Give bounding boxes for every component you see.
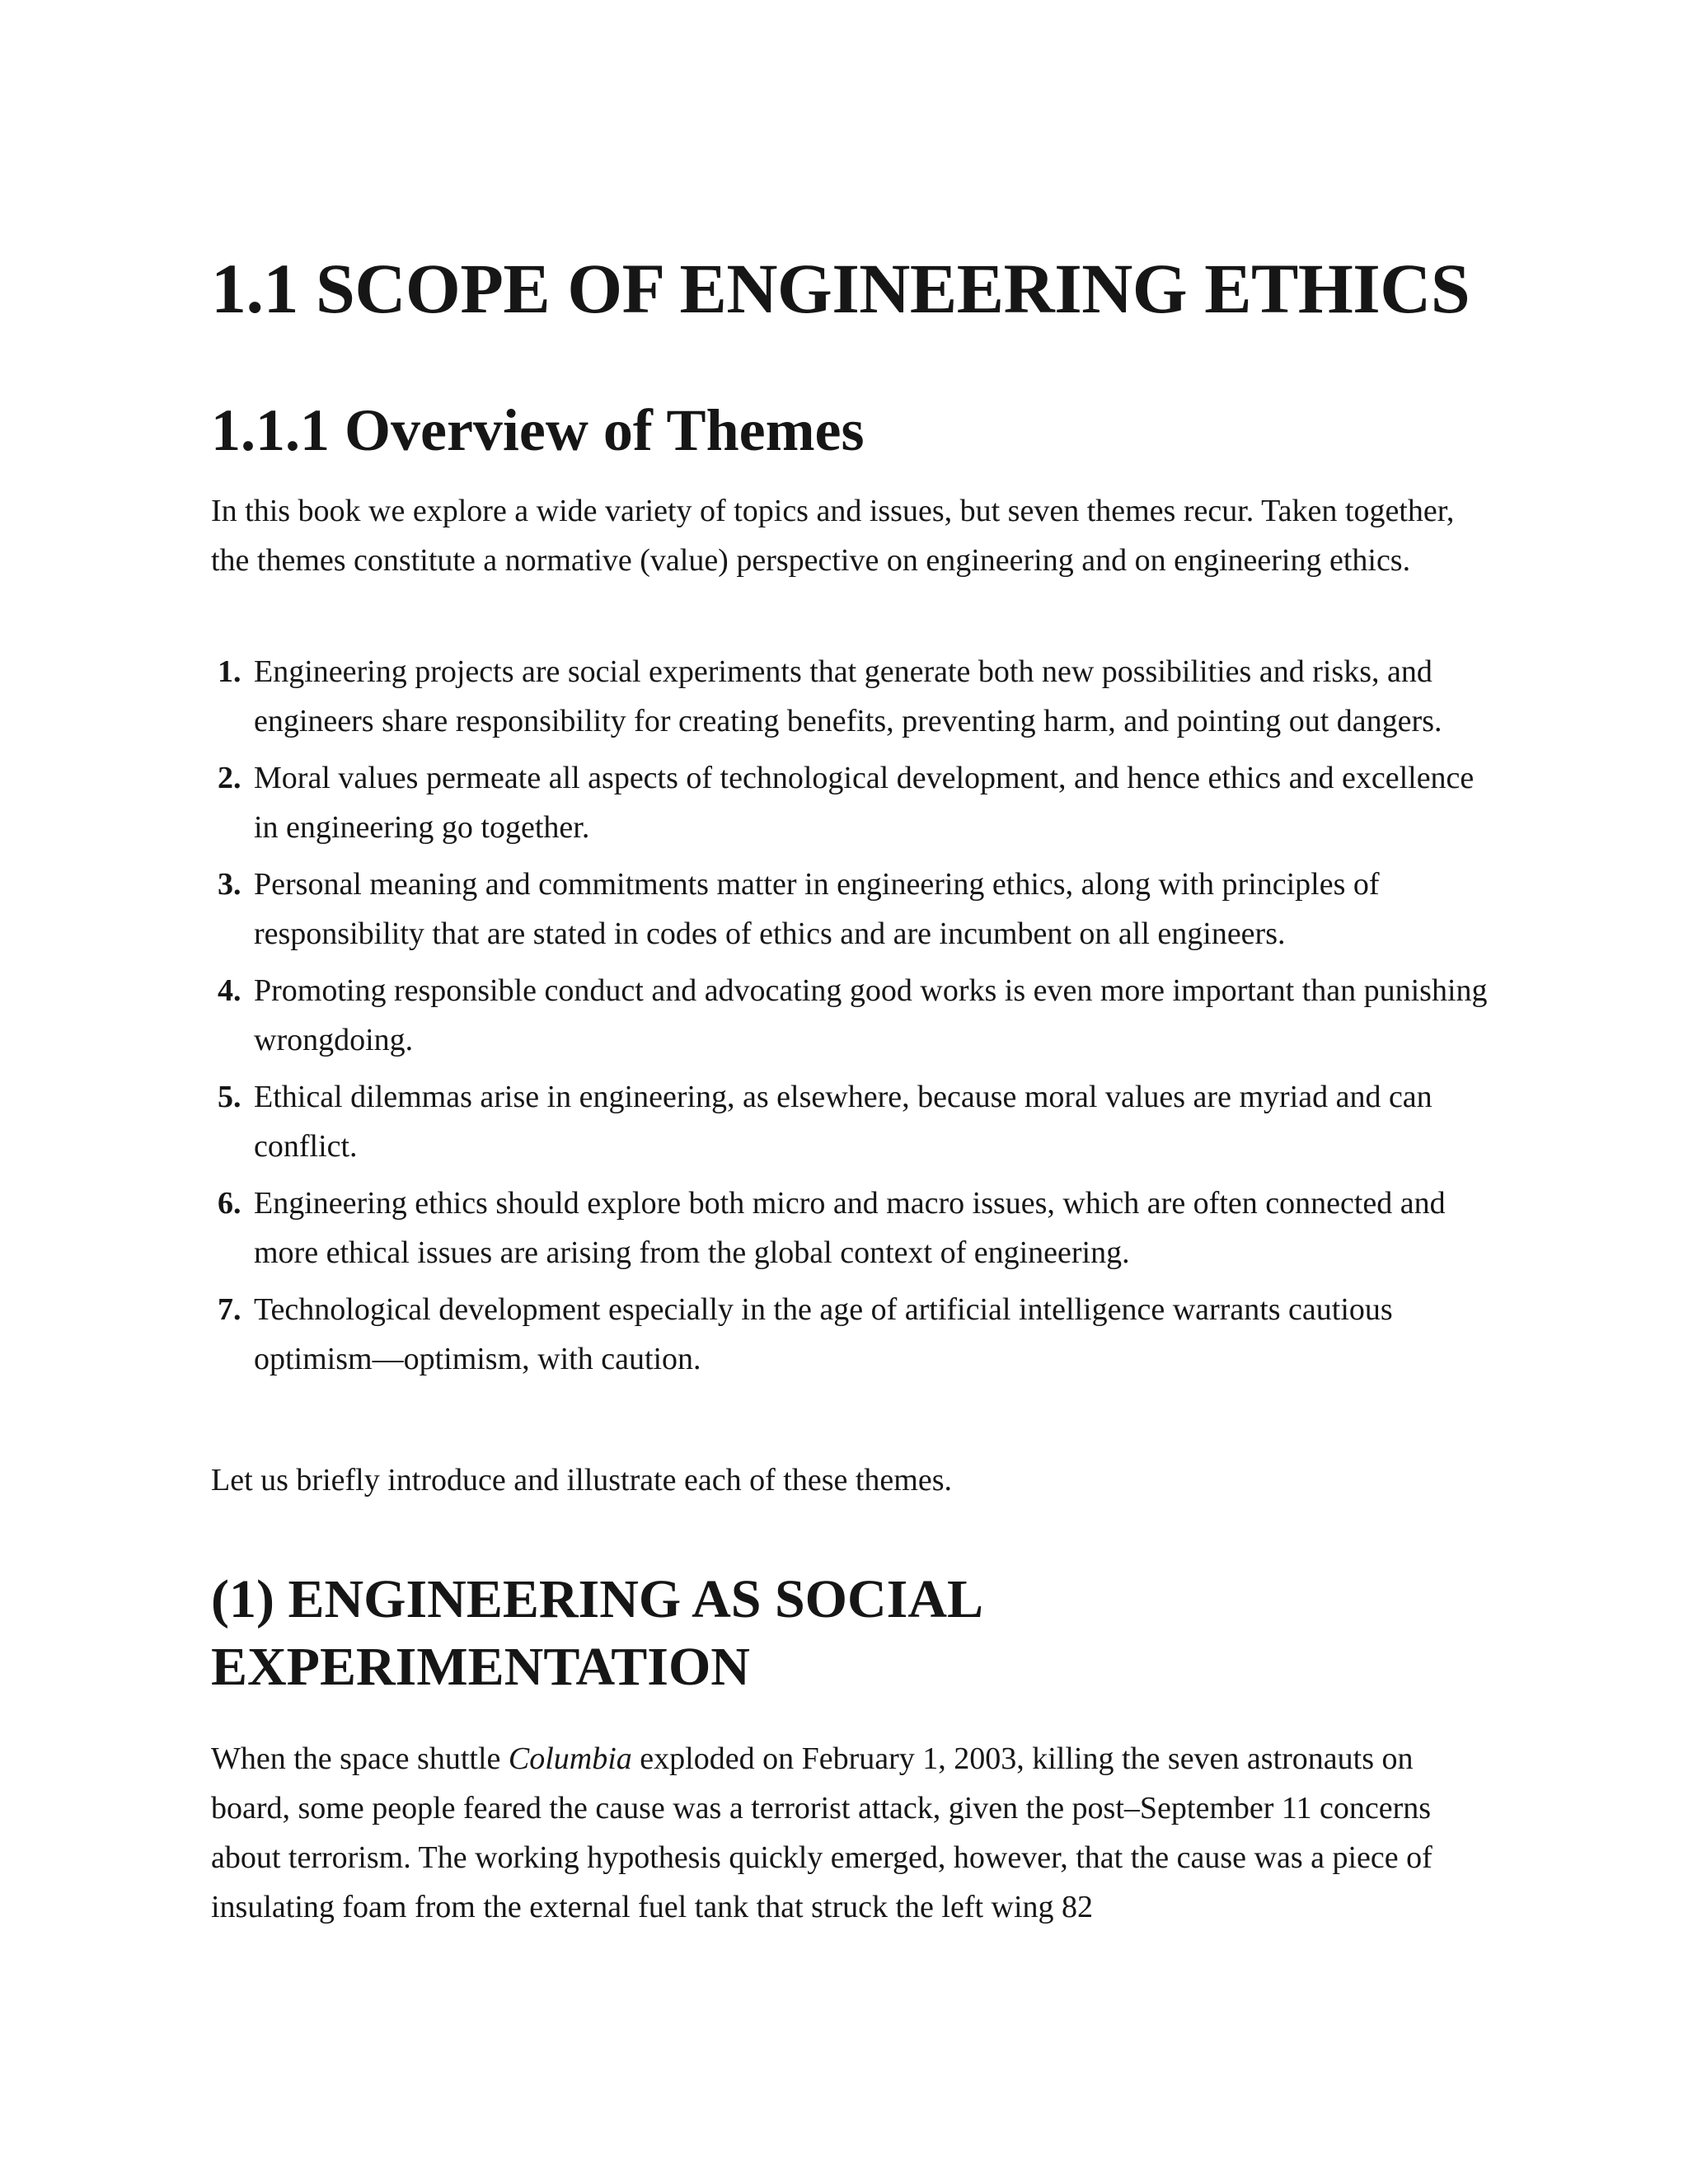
theme-number: 7.: [218, 1292, 241, 1327]
paragraph-text-before: When the space shuttle: [211, 1741, 509, 1776]
theme-number: 4.: [218, 973, 241, 1008]
columbia-paragraph: [211, 1734, 1497, 1932]
theme-number: 1.: [218, 654, 241, 689]
theme-item: [211, 647, 1497, 746]
theme-text: Technological development especially in the age of artificial intelligence warrants cautious optimism—optimism, with caution.: [254, 1292, 1393, 1376]
theme-item: [211, 753, 1497, 852]
theme-number: 5.: [218, 1080, 241, 1114]
theme-text: Moral values permeate all aspects of technological development, and hence ethics and excellence in engineering go together.: [254, 761, 1475, 845]
theme-number: 3.: [218, 867, 241, 902]
theme-text: Engineering projects are social experiments that generate both new possibilities and risks, and engineers share responsibility for creating benefits, preventing harm, and pointing out dangers.: [254, 654, 1442, 738]
theme-text: Personal meaning and commitments matter in engineering ethics, along with principles of responsibility that are stated in codes of ethics and are incumbent on all engineers.: [254, 867, 1380, 951]
paragraph-text-after: exploded on February 1, 2003, killing the seven astronauts on board, some people feared the cause was a terrorist attack, given the post–September 11 concerns about terrorism. The working hypothesis quickly emerged, however, that the cause was a piece of insulating foam from the external fuel tank that struck the left wing 82: [211, 1741, 1432, 1924]
theme-item: [211, 1179, 1497, 1277]
theme-text: Ethical dilemmas arise in engineering, as elsewhere, because moral values are myriad and can conflict.: [254, 1080, 1432, 1164]
theme-number: 6.: [218, 1186, 241, 1221]
chapter-heading: 1.1 SCOPE OF ENGINEERING ETHICS: [211, 249, 1470, 328]
shuttle-name: Columbia: [508, 1741, 632, 1776]
theme-item: [211, 1072, 1497, 1171]
section-heading-social-experimentation: (1) ENGINEERING AS SOCIAL EXPERIMENTATION: [211, 1569, 981, 1697]
theme-number: 2.: [218, 761, 241, 795]
closing-sentence: Let us briefly introduce and illustrate each of these themes.: [211, 1463, 953, 1497]
theme-item: [211, 966, 1497, 1065]
theme-text: Promoting responsible conduct and advocating good works is even more important than punishing wrongdoing.: [254, 973, 1488, 1057]
theme-item: [211, 1285, 1497, 1384]
themes-list: [211, 647, 1497, 1391]
section-heading-overview: 1.1.1 Overview of Themes: [211, 397, 865, 463]
theme-text: Engineering ethics should explore both micro and macro issues, which are often connected and more ethical issues are arising from the global context of engineering.: [254, 1186, 1446, 1270]
theme-item: [211, 860, 1497, 958]
intro-paragraph: In this book we explore a wide variety of topics and issues, but seven themes recur. Taken together, the themes constitute a normative (value) perspective on engineering and on engineering ethics.: [211, 494, 1455, 578]
